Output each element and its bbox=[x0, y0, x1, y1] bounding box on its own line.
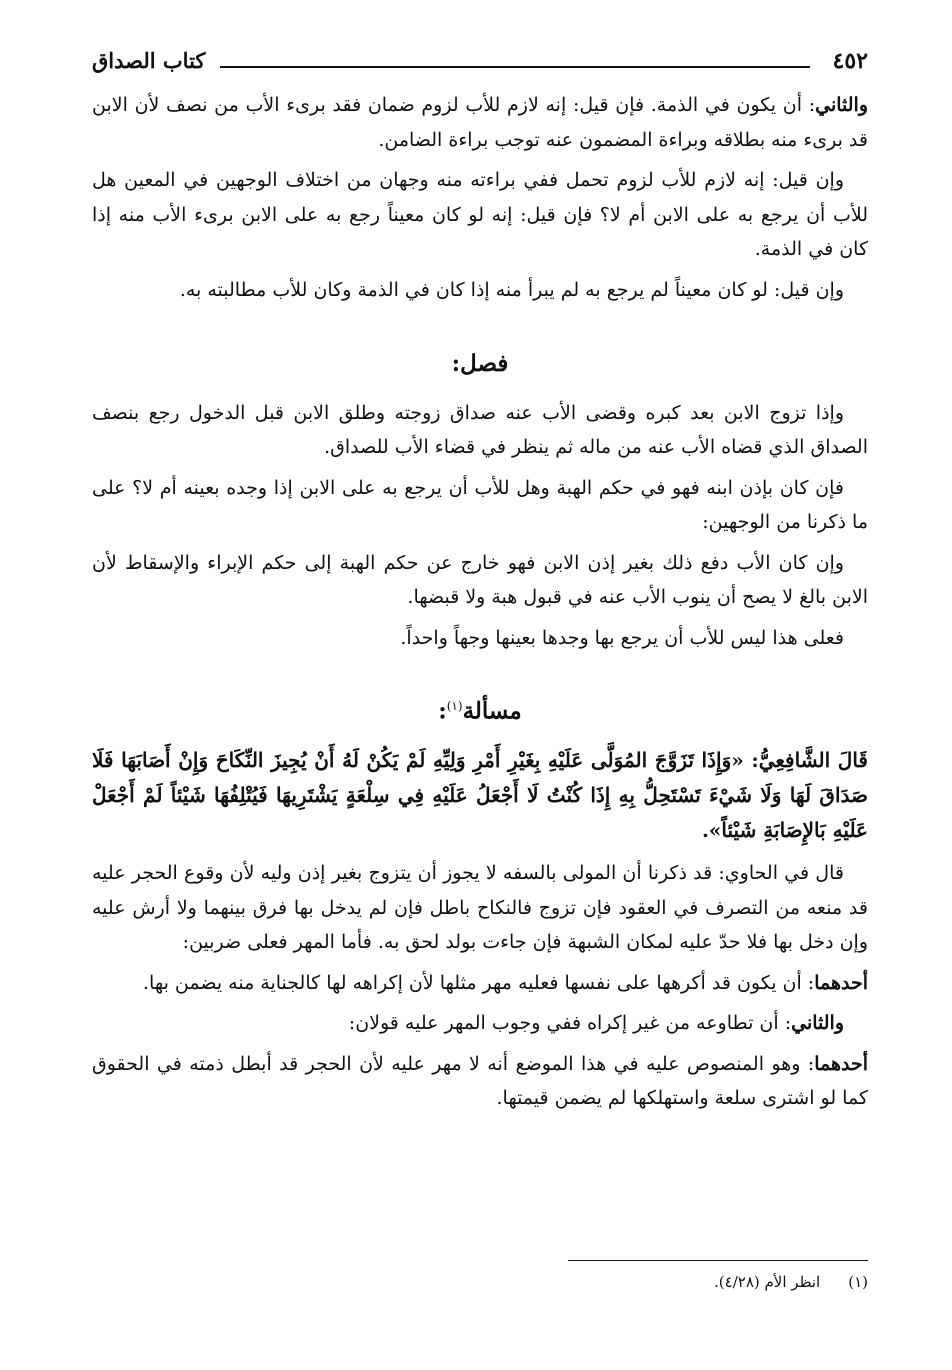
footnote bbox=[714, 1270, 868, 1294]
paragraph bbox=[92, 88, 868, 157]
paragraph-lead: والثاني bbox=[815, 94, 868, 116]
paragraph: وإذا تزوج الابن بعد كبره وقضى الأب عنه صداق زوجته وطلق الابن قبل الدخول رجع بنصف الصداق الذي قضاه الأب عنه من ماله ثم ينظر في قضاء الأب للصداق. bbox=[92, 401, 868, 458]
paragraph-text: : أن يكون في الذمة. فإن قيل: إنه لازم للأب لزوم ضمان فقد برىء الأب من نصف لأن الابن قد برىء منه بطلاقه وبراءة المضمون عنه توجب براءة الضامن. bbox=[92, 94, 868, 151]
paragraph: وإن كان الأب دفع ذلك بغير إذن الابن فهو خارج عن حكم الهبة إلى حكم الإبراء والإسقاط لأن الابن بالغ لا يصح أن ينوب الأب عنه في قبول هبة ولا قبضها. bbox=[92, 551, 868, 608]
footnote-text: انظر الأم (٤/٢٨). bbox=[714, 1273, 821, 1291]
page-body bbox=[92, 88, 868, 1116]
paragraph-text: : أن يكون قد أكرهها على نفسها فعليه مهر مثلها لأن إكراهه لها كالجناية منه يضمن بها. bbox=[142, 971, 815, 994]
header-rule bbox=[220, 66, 810, 68]
page-number: ٤٥٢ bbox=[832, 48, 868, 74]
paragraph: وإن قيل: لو كان معيناً لم يرجع به لم يبرأ منه إذا كان في الذمة وكان للأب مطالبته به. bbox=[179, 278, 844, 301]
paragraph-text: : وهو المنصوص عليه في هذا الموضع أنه لا مهر عليه لأن الحجر قد أبطل ذمته في الحقوق كما لو اشترى سلعة واستهلكها لم يضمن قيمتها. bbox=[92, 1052, 868, 1110]
footnote-number: (١) bbox=[848, 1273, 868, 1291]
paragraph: وإن قيل: إنه لازم للأب لزوم تحمل ففي براءته منه وجهان من اختلاف الوجهين في المعين هل للأب أن يرجع به على الابن أم لا؟ فإن قيل: إنه لو كان معيناً رجع به على الابن برىء الأب منه إذا كان في الذمة. bbox=[92, 169, 868, 260]
paragraph bbox=[92, 966, 868, 1001]
page-header bbox=[92, 44, 868, 88]
paragraph: قال في الحاوي: قد ذكرنا أن المولى بالسفه لا يجوز أن يتزوج بغير إذن وليه لأن وقوع الحجر عليه قد منعه من التصرف في العقود فإن تزوج فالنكاح باطل فإن لم يدخل بها فرق بينهما ولا أرش عليه وإن دخل بها فلا حدّ عليه لمكان الشبهة فإن جاءت بولد لحق به. فأما المهر فعلى ضربين: bbox=[92, 862, 868, 954]
book-title: كتاب الصداق bbox=[92, 48, 206, 73]
paragraph bbox=[92, 1006, 868, 1041]
page bbox=[92, 44, 868, 1122]
paragraph bbox=[92, 1047, 868, 1116]
footnote-reference[interactable]: (١) bbox=[446, 699, 463, 713]
paragraph-lead: والثاني bbox=[791, 1012, 844, 1035]
paragraph-lead: أحدهما bbox=[814, 1052, 868, 1075]
paragraph-text: : أن تطاوعه من غير إكراه ففي وجوب المهر عليه قولان: bbox=[348, 1012, 792, 1035]
paragraph: فإن كان بإذن ابنه فهو في حكم الهبة وهل للأب أن يرجع به على الابن إذا وجده بعينه أم لا؟ على ما ذكرنا من الوجهين: bbox=[92, 476, 868, 533]
section-title-colon: : bbox=[438, 697, 447, 725]
section-title-fasl: فصل: bbox=[451, 350, 509, 377]
paragraph: فعلى هذا ليس للأب أن يرجع بها وجدها بعينها وجهاً واحداً. bbox=[400, 626, 844, 649]
shafii-quote: قَالَ الشَّافِعِيُّ: «وَإِذَا تَزَوَّجَ المُوَلَّى عَلَيْهِ بِغَيْرِ أَمْرِ وَلِيِّهِ لَمْ يَكُنْ لَهُ أَنْ يُجِيزَ النِّكَاحَ وَإِنْ أَصَابَهَا فَلَا صَدَاقَ لَهَا وَلَا شَيْءَ تَسْتَحِلُّ بِهِ إِذَا كُنْتُ لَا أَجْعَلُ عَلَيْهِ فِي سِلْعَةٍ يَشْتَرِيهَا فَيُتْلِفُهَا شَيْئاً لَمْ أَجْعَلْ عَلَيْهِ بَالإِصَابَةِ شَيْئاً». bbox=[92, 748, 868, 843]
footnote-rule bbox=[568, 1260, 868, 1261]
section-title-text: مسألة bbox=[462, 697, 522, 725]
section-title-masala bbox=[92, 689, 868, 729]
paragraph-lead: أحدهما bbox=[814, 971, 868, 994]
